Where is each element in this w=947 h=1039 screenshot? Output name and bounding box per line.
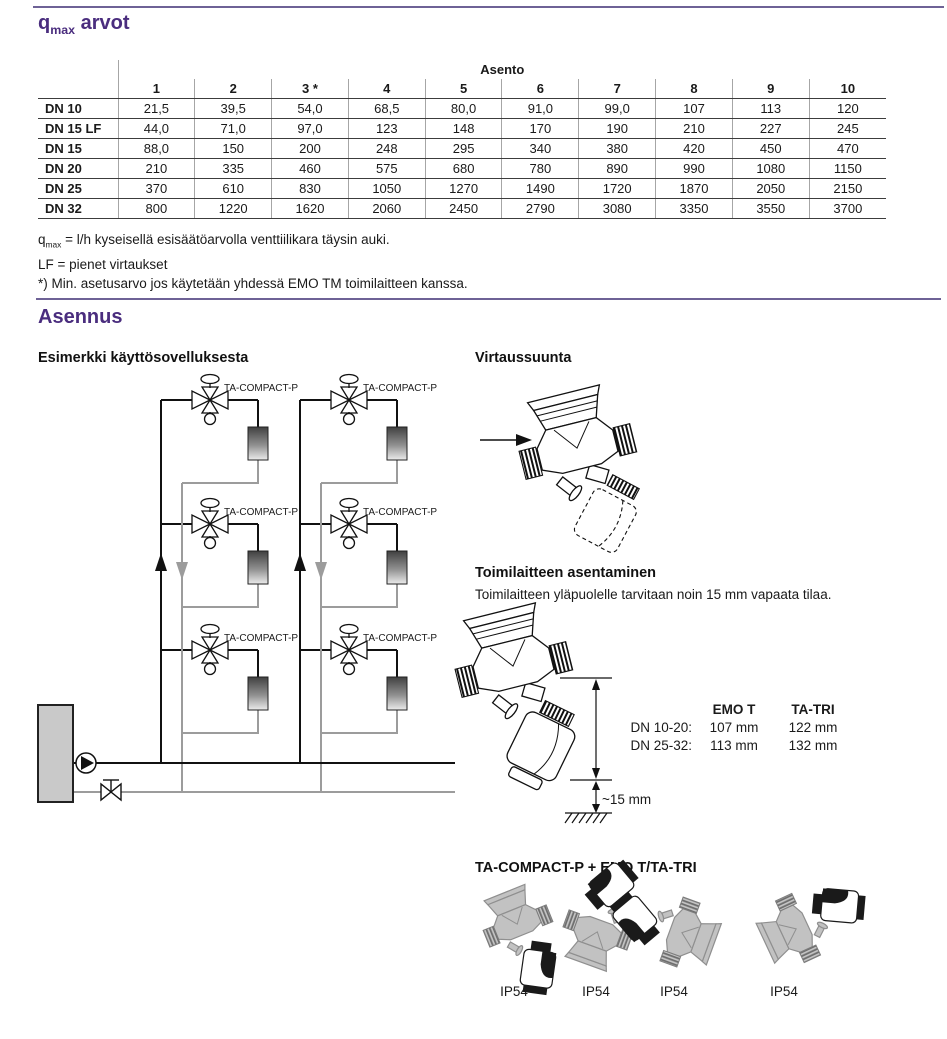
- combo-title: TA-COMPACT-P + EMO T/TA-TRI: [475, 860, 697, 876]
- table-value-cell: 1270: [425, 179, 502, 199]
- actuator-mounting-text: Toimilaitteen yläpuolelle tarvitaan noin 15 mm vapaata tilaa.: [475, 587, 832, 602]
- dim-value: 132 mm: [788, 738, 838, 753]
- table-col-header: 2: [195, 79, 272, 99]
- page-title: $q_{max}$ arvot: [38, 12, 130, 37]
- ip-rating-label: IP54: [582, 984, 610, 999]
- radiator: [248, 427, 268, 460]
- table-row-label: DN 15: [38, 139, 118, 159]
- table-value-cell: 120: [809, 99, 886, 119]
- ta-compact-p-valve-symbol: [192, 625, 228, 675]
- table-value-cell: 248: [348, 139, 425, 159]
- table-value-cell: 2790: [502, 199, 579, 219]
- table-value-cell: 1150: [809, 159, 886, 179]
- table-value-cell: 680: [425, 159, 502, 179]
- table-col-header: 8: [656, 79, 733, 99]
- table-corner-spacer: [38, 60, 118, 79]
- combo-orientation-4: [751, 865, 882, 974]
- table-value-cell: 2150: [809, 179, 886, 199]
- table-corner-spacer: [38, 79, 118, 99]
- table-value-cell: 170: [502, 119, 579, 139]
- top-rule: [33, 6, 944, 8]
- table-value-cell: 2050: [732, 179, 809, 199]
- flow-direction-figure: [478, 382, 693, 562]
- combo-figures: [468, 882, 908, 1007]
- table-value-cell: 990: [656, 159, 733, 179]
- ta-compact-p-valve-symbol: [192, 499, 228, 549]
- table-value-cell: 3550: [732, 199, 809, 219]
- table-value-cell: 1080: [732, 159, 809, 179]
- table-value-cell: 470: [809, 139, 886, 159]
- table-notes: [38, 230, 468, 293]
- ip-rating-label: IP54: [500, 984, 528, 999]
- dim-value: 107 mm: [709, 720, 759, 735]
- table-value-cell: 1720: [579, 179, 656, 199]
- clearance-label: ~15 mm: [602, 792, 652, 807]
- table-row-label: DN 32: [38, 199, 118, 219]
- qmax-table-body: [38, 60, 886, 219]
- table-value-cell: 245: [809, 119, 886, 139]
- table-value-cell: 150: [195, 139, 272, 159]
- valve-label: TA-COMPACT-P: [224, 633, 299, 644]
- table-row: [38, 159, 886, 179]
- supply-arrow-icon: [155, 553, 167, 571]
- table-value-cell: 575: [348, 159, 425, 179]
- table-value-cell: 210: [118, 159, 195, 179]
- valve-label: TA-COMPACT-P: [224, 507, 299, 518]
- table-value-cell: 460: [272, 159, 349, 179]
- table-value-cell: 2060: [348, 199, 425, 219]
- table-row: [38, 199, 886, 219]
- table-row-label: DN 25: [38, 179, 118, 199]
- ta-compact-p-valve-symbol: [192, 375, 228, 425]
- table-value-cell: 1620: [272, 199, 349, 219]
- table-value-cell: 830: [272, 179, 349, 199]
- dim-row-label: DN 25-32:: [630, 738, 692, 753]
- ip-rating-label: IP54: [770, 984, 798, 999]
- dim-value: 122 mm: [788, 720, 838, 735]
- ip-rating-label: IP54: [660, 984, 688, 999]
- riser-group: [155, 375, 298, 793]
- table-value-cell: 450: [732, 139, 809, 159]
- table-value-cell: 148: [425, 119, 502, 139]
- table-value-cell: 370: [118, 179, 195, 199]
- table-value-cell: 99,0: [579, 99, 656, 119]
- table-value-cell: 800: [118, 199, 195, 219]
- table-value-cell: 3080: [579, 199, 656, 219]
- table-col-header: 9: [732, 79, 809, 99]
- table-col-header: 7: [579, 79, 656, 99]
- table-value-cell: 1220: [195, 199, 272, 219]
- note-min-setting: *) Min. asetusarvo jos käytetään yhdessä EMO TM toimilaitteen kanssa.: [38, 275, 468, 291]
- table-value-cell: 200: [272, 139, 349, 159]
- table-row-label: DN 10: [38, 99, 118, 119]
- table-col-header: 6: [502, 79, 579, 99]
- dim-value: 113 mm: [710, 738, 758, 753]
- table-col-header: 4: [348, 79, 425, 99]
- table-row: [38, 179, 886, 199]
- clearance-dimension: [592, 781, 651, 813]
- dimension-table: [600, 701, 850, 755]
- table-value-cell: 21,5: [118, 99, 195, 119]
- boiler: [38, 705, 73, 802]
- dim-spacer: [600, 701, 692, 719]
- return-valve-symbol: [101, 780, 121, 800]
- table-value-cell: 420: [656, 139, 733, 159]
- section-rule: [36, 298, 941, 300]
- table-row: [38, 139, 886, 159]
- table-value-cell: 380: [579, 139, 656, 159]
- note-qmax: $q_{max} = l/h$ kyseisellä esisäätöarvolla venttiilikara täysin auki.: [38, 232, 390, 250]
- table-value-cell: 39,5: [195, 99, 272, 119]
- table-value-cell: 113: [732, 99, 809, 119]
- flow-direction-title: Virtaussuunta: [475, 350, 572, 366]
- table-value-cell: 88,0: [118, 139, 195, 159]
- table-value-cell: 1490: [502, 179, 579, 199]
- table-value-cell: 68,5: [348, 99, 425, 119]
- riser-group-2: [294, 375, 437, 793]
- pump-symbol: [76, 753, 96, 773]
- table-value-cell: 190: [579, 119, 656, 139]
- valve-label: TA-COMPACT-P: [224, 383, 299, 394]
- table-value-cell: 44,0: [118, 119, 195, 139]
- table-col-header: 5: [425, 79, 502, 99]
- table-value-cell: 295: [425, 139, 502, 159]
- table-row-label: DN 15 LF: [38, 119, 118, 139]
- table-row: [38, 119, 886, 139]
- table-col-header: 1: [118, 79, 195, 99]
- table-row: [38, 99, 886, 119]
- return-arrow-icon: [176, 562, 188, 580]
- table-col-header: 10: [809, 79, 886, 99]
- table-value-cell: 3700: [809, 199, 886, 219]
- flow-arrow-icon: [480, 434, 532, 446]
- table-value-cell: 1870: [656, 179, 733, 199]
- actuator-mounting-title: Toimilaitteen asentaminen: [475, 565, 657, 581]
- table-value-cell: 3350: [656, 199, 733, 219]
- ground-symbol: [565, 813, 612, 823]
- table-value-cell: 54,0: [272, 99, 349, 119]
- table-value-cell: 97,0: [272, 119, 349, 139]
- table-value-cell: 2450: [425, 199, 502, 219]
- table-value-cell: 91,0: [502, 99, 579, 119]
- table-value-cell: 335: [195, 159, 272, 179]
- table-value-cell: 340: [502, 139, 579, 159]
- table-group-header: Asento: [118, 60, 886, 79]
- qmax-table: [38, 60, 886, 219]
- phantom-actuator: [572, 470, 647, 554]
- note-lf: LF = pienet virtaukset: [38, 256, 168, 272]
- table-col-header: 3 *: [272, 79, 349, 99]
- table-value-cell: 780: [502, 159, 579, 179]
- radiator: [248, 677, 268, 710]
- table-value-cell: 610: [195, 179, 272, 199]
- section-title-asennus: Asennus: [38, 306, 123, 328]
- table-value-cell: 227: [732, 119, 809, 139]
- radiator: [248, 551, 268, 584]
- piping-diagram: [30, 378, 460, 838]
- dim-row-label: DN 10-20:: [630, 720, 692, 735]
- table-value-cell: 71,0: [195, 119, 272, 139]
- table-value-cell: 107: [656, 99, 733, 119]
- table-row-label: DN 20: [38, 159, 118, 179]
- table-value-cell: 123: [348, 119, 425, 139]
- table-value-cell: 890: [579, 159, 656, 179]
- table-value-cell: 210: [656, 119, 733, 139]
- table-value-cell: 1050: [348, 179, 425, 199]
- dim-header-emot: EMO T: [712, 702, 756, 717]
- example-title: Esimerkki käyttösovelluksesta: [38, 350, 249, 366]
- table-value-cell: 80,0: [425, 99, 502, 119]
- dim-header-tatri: TA-TRI: [791, 702, 835, 717]
